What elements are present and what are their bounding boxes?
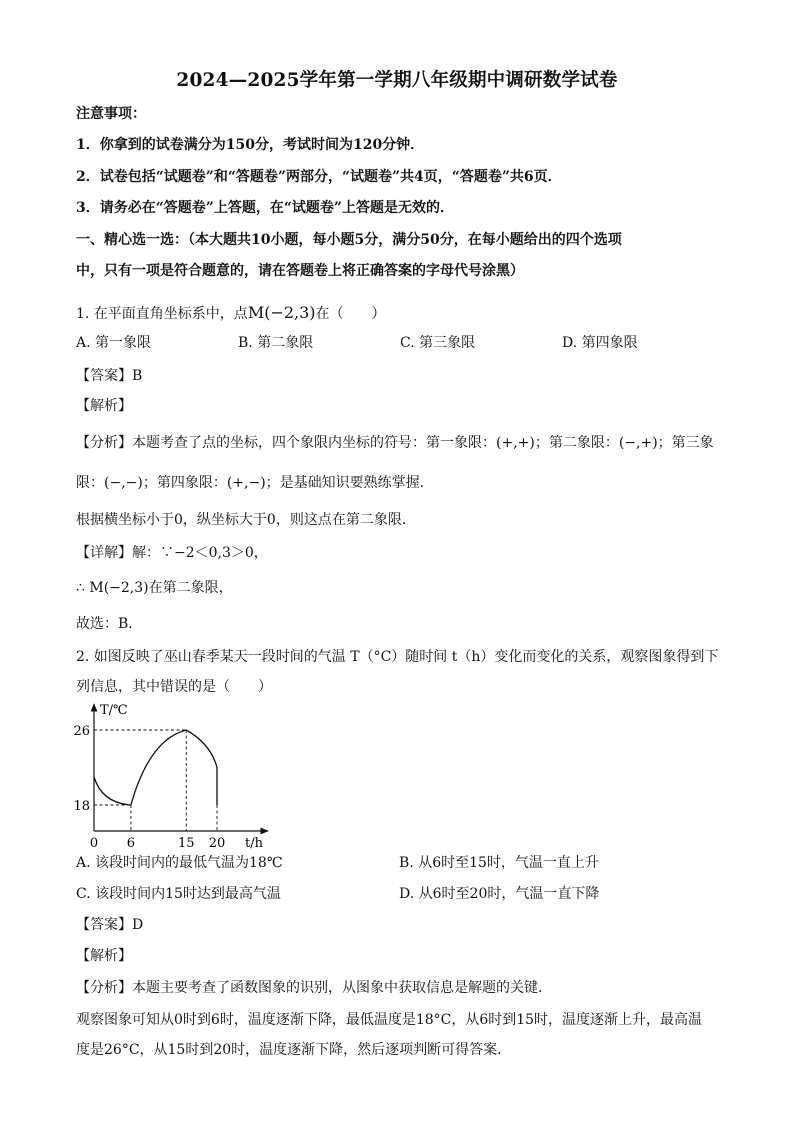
q1-stem-suffix: 在（ ） xyxy=(315,306,386,322)
x-tick-0: 0 xyxy=(89,836,99,851)
q1-stem xyxy=(76,303,386,324)
notice-item-2: 2．试卷包括“试题卷”和“答题卷”两部分，“试题卷”共4页，“答题卷”共6页． xyxy=(76,169,562,185)
q1-fenxi-line2: 限：(−,−)；第四象限：(+,−)；是基础知识要熟练掌握． xyxy=(76,475,434,491)
q2-fenxi: 【分析】本题主要考查了函数图象的识别，从图象中获取信息是解题的关键． xyxy=(76,980,552,996)
q2-analysis-label: 【解析】 xyxy=(76,948,132,964)
q2-option-c: C. 该段时间内15时达到最高气温 xyxy=(76,886,281,902)
q1-option-d: D. 第四象限 xyxy=(562,335,638,351)
y-tick-18: 18 xyxy=(73,799,90,814)
x-axis-label: t/h xyxy=(245,836,263,851)
q2-observation-line1: 观察图象可知从0时到6时，温度逐渐下降，最低温度是18°C，从6时到15时，温度逐渐上升，最高温 xyxy=(76,1012,703,1028)
q1-option-c: C. 第三象限 xyxy=(400,335,476,351)
q2-observation-line2: 度是26°C，从15时到20时，温度逐渐下降，然后逐项判断可得答案． xyxy=(76,1042,512,1058)
notice-item-3: 3．请务必在“答题卷”上答题，在“试题卷”上答题是无效的． xyxy=(76,200,454,216)
q1-option-b: B. 第二象限 xyxy=(238,335,314,351)
q2-stem-line1: 2. 如图反映了巫山春季某天一段时间的气温 T（°C）随时间 t（h）变化而变化的关系，观察图象得到下 xyxy=(76,649,719,665)
q2-stem-line2: 列信息，其中错误的是（ ） xyxy=(76,679,272,695)
q1-answer: 【答案】B xyxy=(76,368,143,384)
q1-option-a: A. 第一象限 xyxy=(76,335,152,351)
y-axis-label: T/℃ xyxy=(100,703,128,718)
notice-item-1: 1．你拿到的试卷满分为150分，考试时间为120分钟． xyxy=(76,137,425,153)
section-heading-line1: 一、精心选一选：（本大题共10小题，每小题5分，满分50分，在每小题给出的四个选项 xyxy=(76,232,622,248)
x-tick-20: 20 xyxy=(208,836,226,851)
section-heading-line2: 中，只有一项是符合题意的，请在答题卷上将正确答案的字母代号涂黑） xyxy=(76,263,524,279)
q1-fenxi-line1: 【分析】本题考查了点的坐标，四个象限内坐标的符号：第一象限：(+,+)；第二象限：(−,+)；第三象 xyxy=(76,435,714,451)
q2-answer: 【答案】D xyxy=(76,917,144,933)
q1-analysis-label: 【解析】 xyxy=(76,398,132,414)
x-tick-15: 15 xyxy=(177,836,195,851)
q2-option-a: A. 该段时间内的最低气温为18℃ xyxy=(76,855,283,871)
q1-conclusion: ∴ M(−2,3)在第二象限， xyxy=(76,580,233,596)
temperature-graph xyxy=(72,700,272,852)
page-title: 2024—2025学年第一学期八年级期中调研数学试卷 xyxy=(176,70,618,91)
q1-reason: 根据横坐标小于0，纵坐标大于0，则这点在第二象限． xyxy=(76,512,416,528)
q1-detail: 【详解】解：∵−2＜0,3＞0， xyxy=(76,545,268,561)
q2-option-d: D. 从6时至20时，气温一直下降 xyxy=(399,886,600,902)
q1-stem-prefix: 1. 在平面直角坐标系中，点 xyxy=(76,306,248,322)
y-tick-26: 26 xyxy=(73,724,90,739)
q2-option-b: B. 从6时至15时，气温一直上升 xyxy=(399,855,599,871)
q1-point: M(−2,3) xyxy=(247,303,316,322)
q1-choose: 故选：B． xyxy=(76,616,143,632)
x-tick-6: 6 xyxy=(126,836,136,851)
notice-heading: 注意事项： xyxy=(76,106,146,122)
temperature-curve xyxy=(94,730,217,805)
